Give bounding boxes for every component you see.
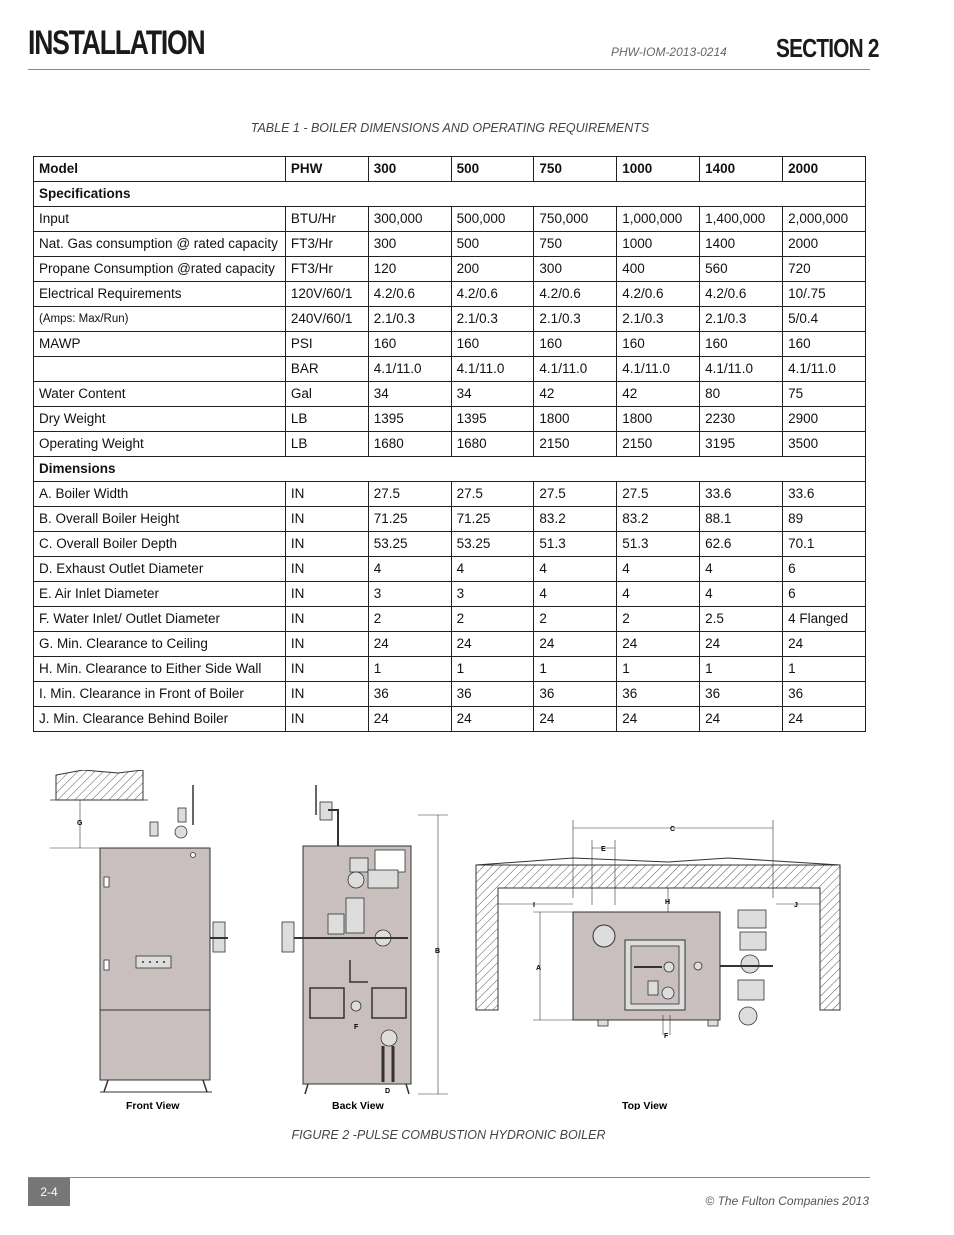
table-cell: 160 — [534, 332, 617, 357]
table-cell: 1800 — [617, 407, 700, 432]
table-row — [34, 332, 866, 357]
table-cell: 300 — [534, 257, 617, 282]
table-cell: 2 — [451, 607, 534, 632]
row-label-cell: Input — [34, 207, 286, 232]
table-cell: 1 — [617, 657, 700, 682]
table-cell: 160 — [451, 332, 534, 357]
table-cell: IN — [285, 507, 368, 532]
table-row — [34, 257, 866, 282]
table-cell: 2.1/0.3 — [700, 307, 783, 332]
table-cell: 83.2 — [617, 507, 700, 532]
table-cell: 34 — [451, 382, 534, 407]
table-cell: 27.5 — [617, 482, 700, 507]
dim-label-f-back: F — [354, 1024, 359, 1031]
table-cell: 36 — [783, 682, 866, 707]
table-cell: 500 — [451, 232, 534, 257]
table-cell: BAR — [285, 357, 368, 382]
dim-label-i: I — [533, 902, 535, 909]
row-label-cell: F. Water Inlet/ Outlet Diameter — [34, 607, 286, 632]
table-cell: 1,400,000 — [700, 207, 783, 232]
table-cell: 500 — [451, 157, 534, 182]
table-cell: 4 — [617, 557, 700, 582]
table-cell: 5/0.4 — [783, 307, 866, 332]
table-cell: 2900 — [783, 407, 866, 432]
table-row — [34, 407, 866, 432]
table-cell: 51.3 — [617, 532, 700, 557]
table-cell: 51.3 — [534, 532, 617, 557]
table-cell: 4 — [368, 557, 451, 582]
top-view-label: Top View — [622, 1100, 668, 1110]
table-header-row — [34, 157, 866, 182]
table-cell: 24 — [783, 707, 866, 732]
table-cell: 4 — [700, 557, 783, 582]
table-row — [34, 207, 866, 232]
table-cell: 33.6 — [783, 482, 866, 507]
table-cell: 24 — [451, 632, 534, 657]
table-cell: IN — [285, 682, 368, 707]
table-cell: IN — [285, 532, 368, 557]
table-cell: 2.1/0.3 — [451, 307, 534, 332]
table-cell: 1400 — [700, 232, 783, 257]
table-cell: 24 — [534, 707, 617, 732]
table-cell: 2 — [617, 607, 700, 632]
table-cell: BTU/Hr — [285, 207, 368, 232]
table-cell: 1800 — [534, 407, 617, 432]
row-label-cell: Model — [34, 157, 286, 182]
table-row — [34, 657, 866, 682]
table-cell: 27.5 — [451, 482, 534, 507]
table-cell: 2.1/0.3 — [368, 307, 451, 332]
document-id: PHW-IOM-2013-0214 — [611, 45, 727, 59]
row-label-cell: D. Exhaust Outlet Diameter — [34, 557, 286, 582]
page-number: 2-4 — [28, 1178, 70, 1206]
table-cell: 2230 — [700, 407, 783, 432]
table-cell: IN — [285, 482, 368, 507]
dim-label-d: D — [385, 1088, 391, 1095]
table-cell: Gal — [285, 382, 368, 407]
dim-label-b: B — [435, 948, 441, 955]
table-cell: 1 — [783, 657, 866, 682]
table-cell: 24 — [617, 632, 700, 657]
table-cell: 1000 — [617, 232, 700, 257]
table-cell: 400 — [617, 257, 700, 282]
table-cell: 42 — [617, 382, 700, 407]
boiler-figure — [28, 770, 858, 1110]
row-label-cell: Nat. Gas consumption @ rated capacity — [34, 232, 286, 257]
table-cell: 4.1/11.0 — [451, 357, 534, 382]
dim-label-f-top: F — [664, 1033, 669, 1040]
table-cell: 1400 — [700, 157, 783, 182]
row-label-cell: E. Air Inlet Diameter — [34, 582, 286, 607]
table-cell: LB — [285, 407, 368, 432]
table-cell: 240V/60/1 — [285, 307, 368, 332]
table-cell: 3195 — [700, 432, 783, 457]
table-cell: 1 — [368, 657, 451, 682]
table-cell: IN — [285, 607, 368, 632]
table-caption: TABLE 1 - BOILER DIMENSIONS AND OPERATING REQUIREMENTS — [250, 121, 650, 135]
table-cell: 160 — [617, 332, 700, 357]
table-cell: 2,000,000 — [783, 207, 866, 232]
table-cell: 120V/60/1 — [285, 282, 368, 307]
row-label-cell: G. Min. Clearance to Ceiling — [34, 632, 286, 657]
table-cell: 4.1/11.0 — [617, 357, 700, 382]
table-cell: PHW — [285, 157, 368, 182]
table-cell: 4.2/0.6 — [617, 282, 700, 307]
table-cell: 42 — [534, 382, 617, 407]
table-cell: 71.25 — [451, 507, 534, 532]
table-cell: 160 — [368, 332, 451, 357]
table-cell: 750,000 — [534, 207, 617, 232]
footer-divider — [28, 1177, 870, 1178]
section-heading: Dimensions — [34, 457, 866, 482]
table-row — [34, 382, 866, 407]
table-cell: IN — [285, 707, 368, 732]
table-cell: 4 — [451, 557, 534, 582]
row-label-cell: J. Min. Clearance Behind Boiler — [34, 707, 286, 732]
table-cell: PSI — [285, 332, 368, 357]
table-cell: 1680 — [451, 432, 534, 457]
section-heading-row — [34, 182, 866, 207]
table-cell: 24 — [368, 707, 451, 732]
table-row — [34, 507, 866, 532]
header-divider — [28, 69, 870, 70]
table-cell: 500,000 — [451, 207, 534, 232]
dim-label-j: J — [794, 902, 798, 909]
table-cell: 1 — [700, 657, 783, 682]
table-row — [34, 232, 866, 257]
table-row — [34, 632, 866, 657]
table-cell: 24 — [368, 632, 451, 657]
table-cell: 2000 — [783, 232, 866, 257]
table-cell: 1680 — [368, 432, 451, 457]
table-cell: 4.1/11.0 — [368, 357, 451, 382]
table-cell: 88.1 — [700, 507, 783, 532]
table-cell: 4 — [617, 582, 700, 607]
back-view-drawing — [282, 785, 448, 1095]
dim-label-g: G — [77, 820, 83, 827]
table-cell: 1000 — [617, 157, 700, 182]
table-cell: 300,000 — [368, 207, 451, 232]
table-cell: 36 — [534, 682, 617, 707]
dim-label-a: A — [536, 965, 542, 972]
table-cell: 750 — [534, 232, 617, 257]
table-cell: 36 — [451, 682, 534, 707]
table-row — [34, 357, 866, 382]
table-cell: 750 — [534, 157, 617, 182]
section-heading-row — [34, 457, 866, 482]
back-view-label: Back View — [332, 1100, 384, 1110]
table-cell: 300 — [368, 232, 451, 257]
table-cell: 300 — [368, 157, 451, 182]
table-cell: FT3/Hr — [285, 257, 368, 282]
table-cell: 4.2/0.6 — [534, 282, 617, 307]
table-cell: IN — [285, 582, 368, 607]
table-row — [34, 282, 866, 307]
table-cell: 62.6 — [700, 532, 783, 557]
page-header-title: INSTALLATION — [28, 24, 205, 62]
table-cell: 24 — [783, 632, 866, 657]
table-cell: 83.2 — [534, 507, 617, 532]
table-cell: 1,000,000 — [617, 207, 700, 232]
row-label-cell: Water Content — [34, 382, 286, 407]
table-cell: 6 — [783, 582, 866, 607]
table-cell: 75 — [783, 382, 866, 407]
top-view-drawing — [476, 820, 840, 1040]
row-label-cell: Electrical Requirements — [34, 282, 286, 307]
table-cell: 2150 — [617, 432, 700, 457]
row-label-cell: A. Boiler Width — [34, 482, 286, 507]
table-cell: 4.1/11.0 — [783, 357, 866, 382]
table-cell: 560 — [700, 257, 783, 282]
table-cell: 2.1/0.3 — [534, 307, 617, 332]
table-cell: 160 — [700, 332, 783, 357]
table-row — [34, 607, 866, 632]
table-cell: 4 — [700, 582, 783, 607]
table-cell: 1 — [534, 657, 617, 682]
table-cell: 36 — [700, 682, 783, 707]
row-label-cell: I. Min. Clearance in Front of Boiler — [34, 682, 286, 707]
specifications-table — [33, 156, 866, 732]
table-cell: 2.1/0.3 — [617, 307, 700, 332]
table-cell: 1 — [451, 657, 534, 682]
table-cell: 24 — [617, 707, 700, 732]
table-cell: 200 — [451, 257, 534, 282]
table-cell: 2 — [368, 607, 451, 632]
table-cell: 89 — [783, 507, 866, 532]
table-cell: 34 — [368, 382, 451, 407]
table-cell: 36 — [617, 682, 700, 707]
table-cell: 71.25 — [368, 507, 451, 532]
table-cell: 24 — [700, 707, 783, 732]
table-cell: 2.5 — [700, 607, 783, 632]
table-cell: 24 — [700, 632, 783, 657]
table-cell: 36 — [368, 682, 451, 707]
table-cell: 4 — [534, 582, 617, 607]
table-cell: 4.1/11.0 — [700, 357, 783, 382]
table-cell: 80 — [700, 382, 783, 407]
dim-label-e: E — [601, 846, 606, 853]
table-cell: 160 — [783, 332, 866, 357]
row-label-cell: (Amps: Max/Run) — [34, 307, 286, 332]
table-cell: 24 — [534, 632, 617, 657]
table-row — [34, 682, 866, 707]
row-label-cell: Propane Consumption @rated capacity — [34, 257, 286, 282]
table-cell: 2 — [534, 607, 617, 632]
table-cell: 70.1 — [783, 532, 866, 557]
table-row — [34, 557, 866, 582]
table-cell: 4.2/0.6 — [700, 282, 783, 307]
table-row — [34, 707, 866, 732]
table-cell: 2150 — [534, 432, 617, 457]
front-view-label: Front View — [126, 1100, 180, 1110]
table-row — [34, 582, 866, 607]
table-cell: 27.5 — [534, 482, 617, 507]
table-cell: 120 — [368, 257, 451, 282]
table-cell: 6 — [783, 557, 866, 582]
row-label-cell: Operating Weight — [34, 432, 286, 457]
row-label-cell: B. Overall Boiler Height — [34, 507, 286, 532]
table-cell: 4 Flanged — [783, 607, 866, 632]
section-heading: Specifications — [34, 182, 866, 207]
table-cell: FT3/Hr — [285, 232, 368, 257]
table-row — [34, 307, 866, 332]
row-label-cell: MAWP — [34, 332, 286, 357]
table-cell: 4.1/11.0 — [534, 357, 617, 382]
table-cell: 4.2/0.6 — [368, 282, 451, 307]
row-label-cell: H. Min. Clearance to Either Side Wall — [34, 657, 286, 682]
dim-label-c: C — [670, 826, 676, 833]
dim-label-h: H — [665, 899, 671, 906]
table-cell: 3 — [368, 582, 451, 607]
row-label-cell: Dry Weight — [34, 407, 286, 432]
table-cell: 27.5 — [368, 482, 451, 507]
specifications-table-body — [34, 157, 866, 732]
row-label-cell: C. Overall Boiler Depth — [34, 532, 286, 557]
table-row — [34, 532, 866, 557]
table-cell: 53.25 — [368, 532, 451, 557]
table-cell: IN — [285, 632, 368, 657]
table-cell: 4 — [534, 557, 617, 582]
section-label: SECTION 2 — [776, 33, 879, 63]
table-cell: 33.6 — [700, 482, 783, 507]
table-cell: 1395 — [451, 407, 534, 432]
table-cell: 24 — [451, 707, 534, 732]
table-cell: 3500 — [783, 432, 866, 457]
table-cell: IN — [285, 657, 368, 682]
table-cell: 10/.75 — [783, 282, 866, 307]
table-cell: IN — [285, 557, 368, 582]
table-cell: LB — [285, 432, 368, 457]
front-view-drawing — [50, 770, 228, 1092]
copyright-text: © The Fulton Companies 2013 — [705, 1194, 869, 1208]
table-cell: 53.25 — [451, 532, 534, 557]
row-label-cell — [34, 357, 286, 382]
table-row — [34, 432, 866, 457]
table-cell: 720 — [783, 257, 866, 282]
table-cell: 4.2/0.6 — [451, 282, 534, 307]
table-cell: 2000 — [783, 157, 866, 182]
table-cell: 3 — [451, 582, 534, 607]
table-cell: 1395 — [368, 407, 451, 432]
table-row — [34, 482, 866, 507]
figure-caption: FIGURE 2 -PULSE COMBUSTION HYDRONIC BOILER — [291, 1128, 606, 1142]
